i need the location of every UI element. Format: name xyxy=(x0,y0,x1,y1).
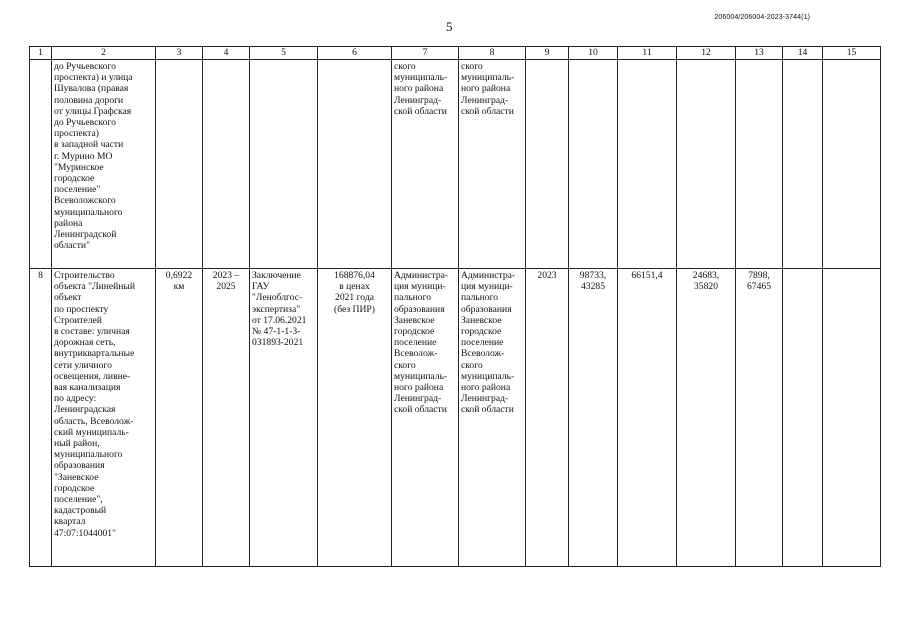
cell-14 xyxy=(783,60,823,269)
column-number: 5 xyxy=(250,47,318,60)
table-row-continued xyxy=(30,60,881,269)
row-number: 8 xyxy=(30,269,52,567)
cell-13: 7898, 67465 xyxy=(736,269,783,567)
cell-11: 66151,4 xyxy=(618,269,677,567)
object-name: до Ручьевского проспекта) и улица Шувалова (правая половина дороги от улицы Графская до Ручьевского проспекта) в западной части г. Мурино МО "Муринское городское поселение" Всеволожского муниципального района Ленинградской области" xyxy=(52,60,156,269)
customer: ского муниципаль- ного района Ленинград- ской области xyxy=(392,60,459,269)
cell-12: 24683, 35820 xyxy=(677,269,736,567)
column-number: 10 xyxy=(569,47,618,60)
length: 0,6922 км xyxy=(156,269,203,567)
column-number: 3 xyxy=(156,47,203,60)
column-number: 4 xyxy=(203,47,250,60)
cell-9 xyxy=(526,60,569,269)
register-table xyxy=(29,46,881,567)
column-number: 12 xyxy=(677,47,736,60)
column-number: 6 xyxy=(318,47,392,60)
cell-11 xyxy=(618,60,677,269)
object-name: Строительство объекта "Линейный объект по проспекту Строителей в составе: уличная дорожная сеть, внутриквартальные сети уличного освещения, ливне- вая канализация по адресу: Ленинградская область, Всеволож- ский муниципаль- ный район, муниципального образования "Заневское городское поселение", кадастровый квартал 47:07:1044001" xyxy=(52,269,156,567)
column-number: 14 xyxy=(783,47,823,60)
years xyxy=(203,60,250,269)
column-number: 9 xyxy=(526,47,569,60)
years: 2023 – 2025 xyxy=(203,269,250,567)
column-number: 15 xyxy=(823,47,881,60)
column-number: 13 xyxy=(736,47,783,60)
cell-13 xyxy=(736,60,783,269)
row-number xyxy=(30,60,52,269)
table-row-8 xyxy=(30,269,881,567)
length xyxy=(156,60,203,269)
customer: Администра- ция муници- пального образования Заневское городское поселение Всеволож- ского муниципаль- ного района Ленинград- ской области xyxy=(392,269,459,567)
expertise xyxy=(250,60,318,269)
cell-15 xyxy=(823,60,881,269)
column-number: 2 xyxy=(52,47,156,60)
cell-10: 98733, 43285 xyxy=(569,269,618,567)
column-number-row xyxy=(30,47,881,60)
cell-10 xyxy=(569,60,618,269)
developer: ского муниципаль- ного района Ленинград- ской области xyxy=(459,60,526,269)
column-number: 7 xyxy=(392,47,459,60)
developer: Администра- ция муници- пального образования Заневское городское поселение Всеволож- ского муниципаль- ного района Ленинград- ской области xyxy=(459,269,526,567)
cell-15 xyxy=(823,269,881,567)
document-registration-code: 206004/206004-2023-3744(1) xyxy=(714,14,810,21)
cell-12 xyxy=(677,60,736,269)
cost xyxy=(318,60,392,269)
cost: 168876,04 в ценах 2021 года (без ПИР) xyxy=(318,269,392,567)
column-number: 1 xyxy=(30,47,52,60)
page-number: 5 xyxy=(446,19,453,34)
column-number: 11 xyxy=(618,47,677,60)
cell-14 xyxy=(783,269,823,567)
column-number: 8 xyxy=(459,47,526,60)
expertise: Заключение ГАУ "Леноблгос- экспертиза" от 17.06.2021 № 47-1-1-3- 031893-2021 xyxy=(250,269,318,567)
cell-9: 2023 xyxy=(526,269,569,567)
